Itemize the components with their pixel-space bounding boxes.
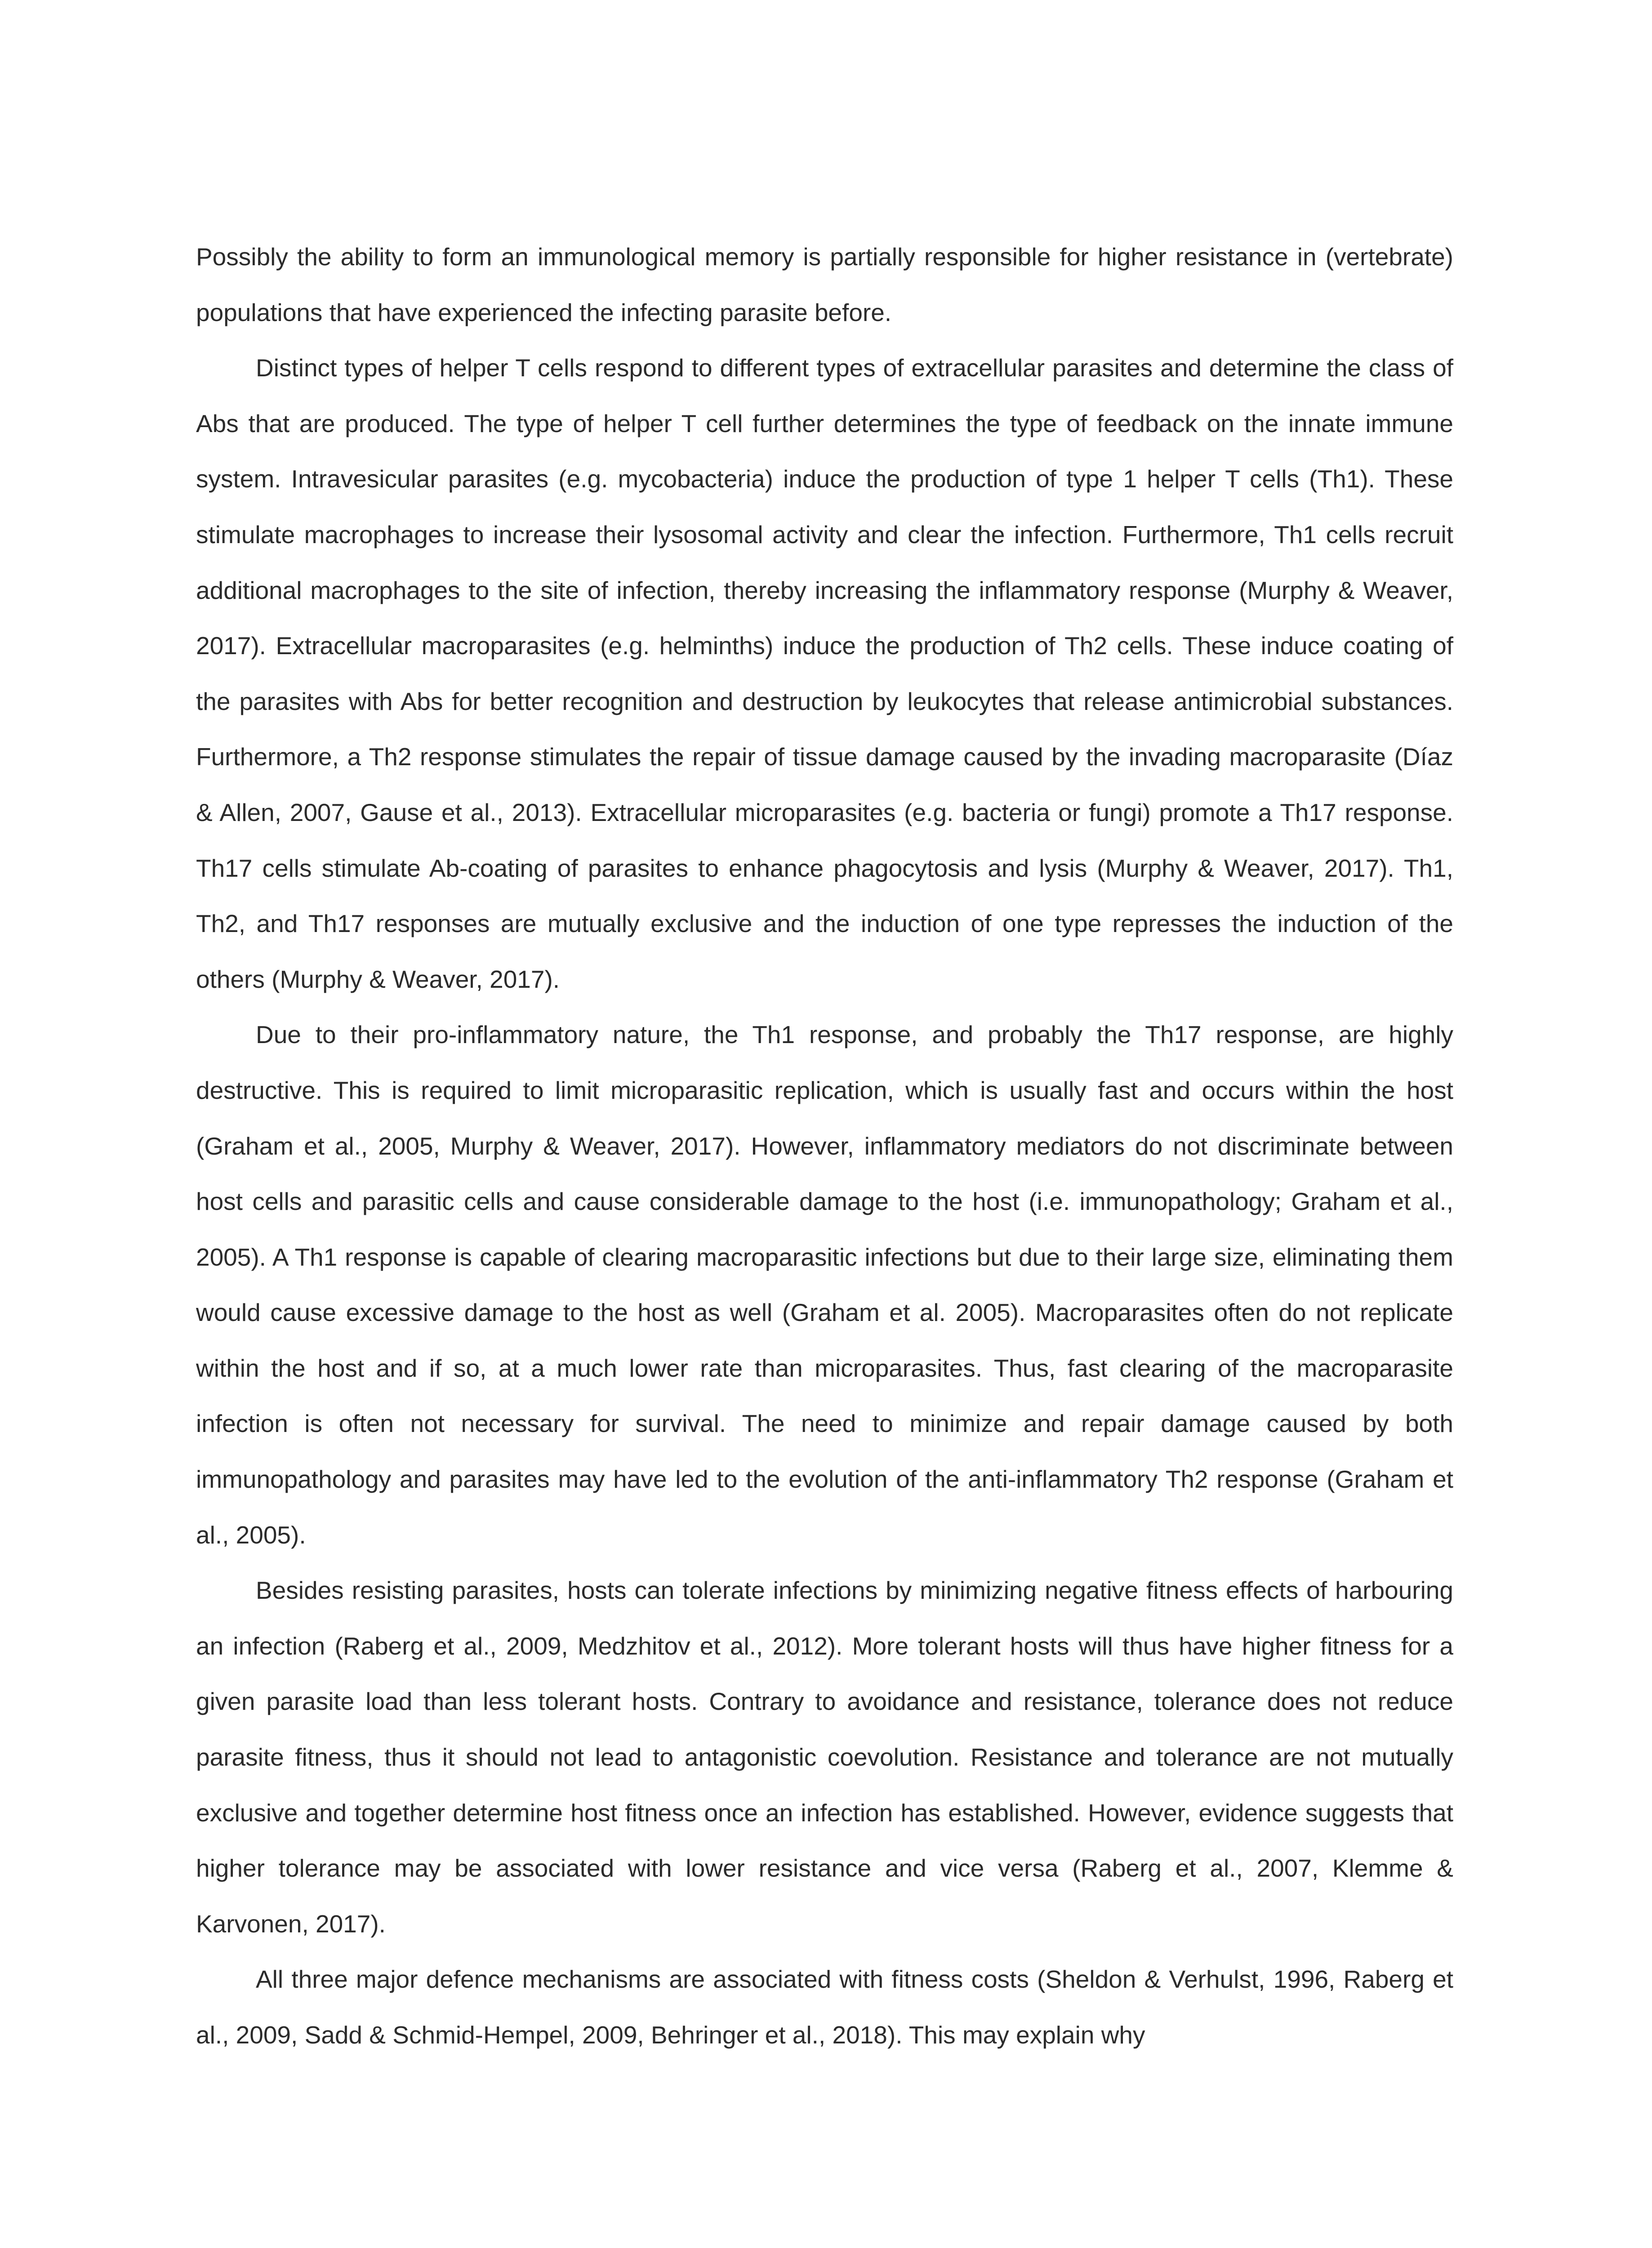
paragraph-4: Besides resisting parasites, hosts can tolerate infections by minimizing negative fitness effects of harbouring an infection (Raberg et al., 2009, Medzhitov et al., 2012). More tolerant hosts will thus have higher fitness for a given parasite load than less tolerant hosts. Contrary to avoidance and resistance, tolerance does not reduce parasite fitness, thus it should not lead to antagonistic coevolution. Resistance and tolerance are not mutually exclusive and together determine host fitness once an infection has established. However, evidence suggests that higher tolerance may be associated with lower resistance and vice versa (Raberg et al., 2007, Klemme & Karvonen, 2017).	[196, 1576, 1453, 1938]
body-text	[196, 229, 1453, 2063]
paragraph-1: Possibly the ability to form an immunological memory is partially responsible for higher resistance in (vertebrate) populations that have experienced the infecting parasite before.	[196, 243, 1453, 326]
paragraph-3: Due to their pro-inflammatory nature, the Th1 response, and probably the Th17 response, are highly destructive. This is required to limit microparasitic replication, which is usually fast and occurs within the host (Graham et al., 2005, Murphy & Weaver, 2017). However, inflammatory mediators do not discriminate between host cells and parasitic cells and cause considerable damage to the host (i.e. immunopathology; Graham et al., 2005). A Th1 response is capable of clearing macroparasitic infections but due to their large size, eliminating them would cause excessive damage to the host as well (Graham et al. 2005). Macroparasites often do not replicate within the host and if so, at a much lower rate than microparasites. Thus, fast clearing of the macroparasite infection is often not necessary for survival. The need to minimize and repair damage caused by both immunopathology and parasites may have led to the evolution of the anti-inflammatory Th2 response (Graham et al., 2005).	[196, 1021, 1453, 1549]
paragraph-5: All three major defence mechanisms are associated with fitness costs (Sheldon & Verhulst, 1996, Raberg et al., 2009, Sadd & Schmid-Hempel, 2009, Behringer et al., 2018). This may explain why	[196, 1965, 1453, 2049]
paragraph-2: Distinct types of helper T cells respond to different types of extracellular parasites and determine the class of Abs that are produced. The type of helper T cell further determines the type of feedback on the innate immune system. Intravesicular parasites (e.g. mycobacteria) induce the production of type 1 helper T cells (Th1). These stimulate macrophages to increase their lysosomal activity and clear the infection. Furthermore, Th1 cells recruit additional macrophages to the site of infection, thereby increasing the inflammatory response (Murphy & Weaver, 2017). Extracellular macroparasites (e.g. helminths) induce the production of Th2 cells. These induce coating of the parasites with Abs for better recognition and destruction by leukocytes that release antimicrobial substances. Furthermore, a Th2 response stimulates the repair of tissue damage caused by the invading macroparasite (Díaz & Allen, 2007, Gause et al., 2013). Extracellular microparasites (e.g. bacteria or fungi) promote a Th17 response. Th17 cells stimulate Ab-coating of parasites to enhance phagocytosis and lysis (Murphy & Weaver, 2017). Th1, Th2, and Th17 responses are mutually exclusive and the induction of one type represses the induction of the others (Murphy & Weaver, 2017).	[196, 354, 1453, 993]
